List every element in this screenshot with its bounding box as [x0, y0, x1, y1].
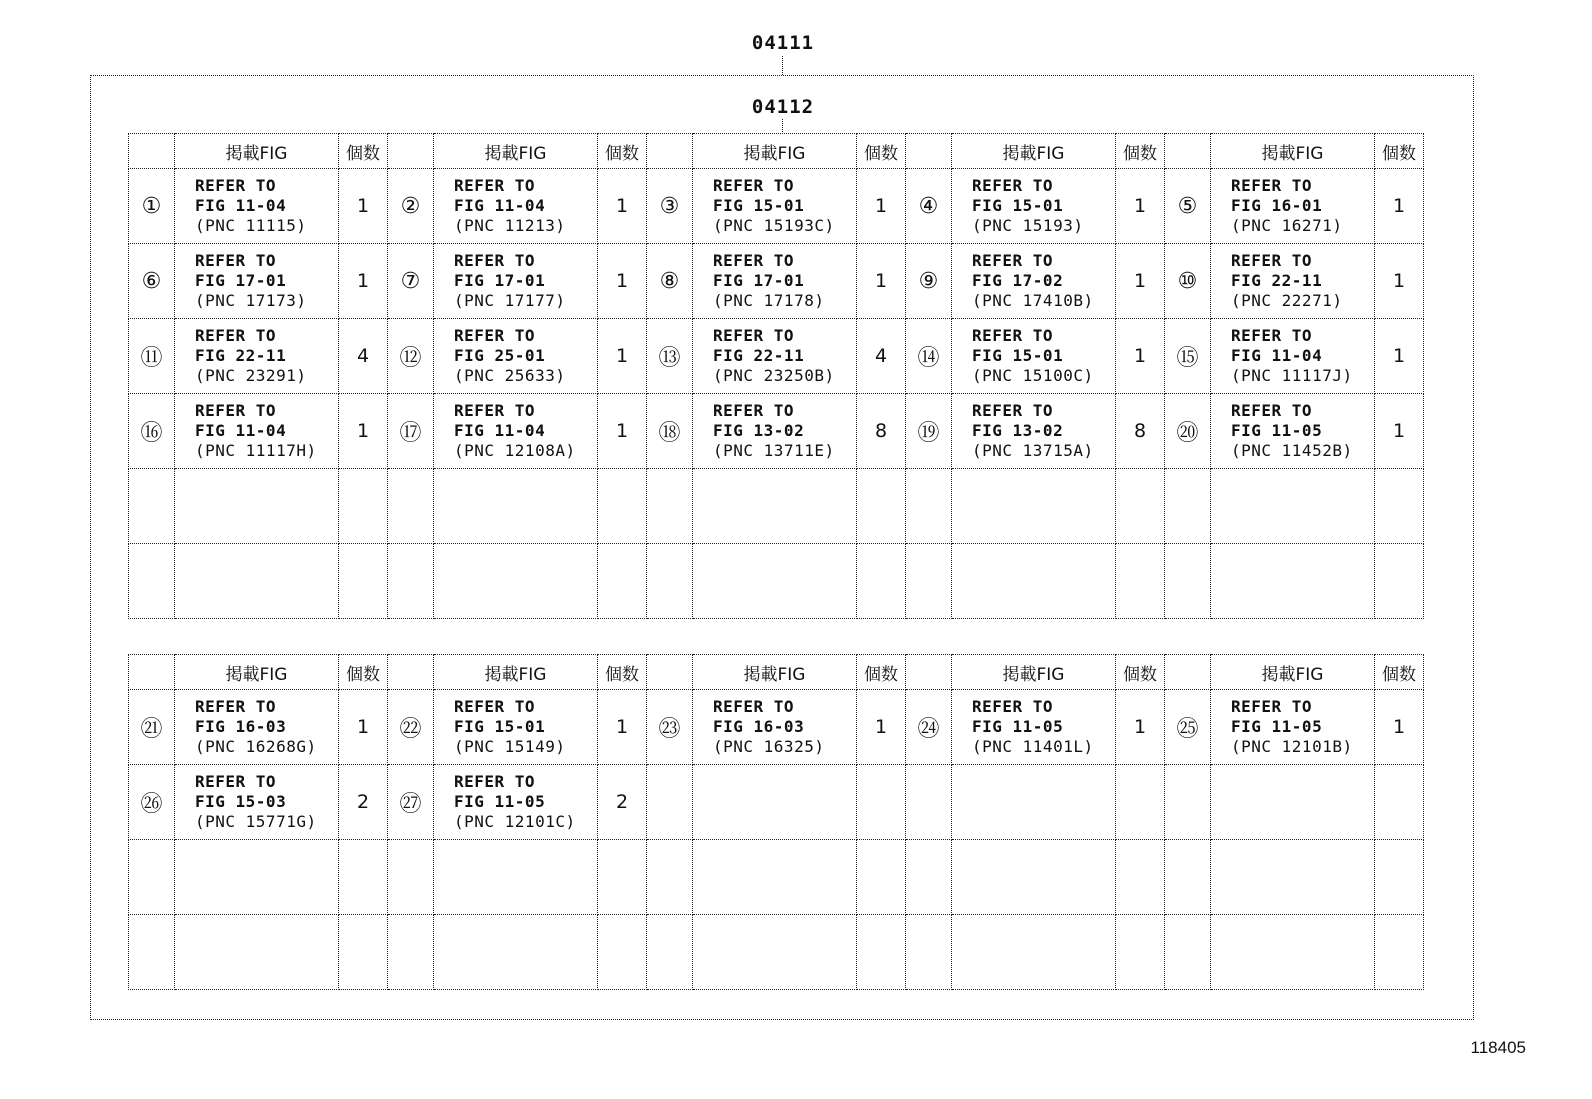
- fig-reference-cell: [1211, 244, 1375, 319]
- refer-to-label: REFER TO: [713, 326, 795, 345]
- pnc-number: (PNC 17177): [454, 291, 566, 310]
- table-header-row: [129, 134, 1424, 169]
- quantity: 2: [598, 765, 647, 840]
- quantity: [598, 915, 647, 990]
- quantity: 8: [1116, 394, 1165, 469]
- table-row: [129, 544, 1424, 619]
- assembly-number-outer: 04111: [751, 32, 815, 54]
- fig-number: FIG 11-04: [195, 421, 287, 440]
- quantity: 1: [598, 690, 647, 765]
- header-fig: 掲載FIG: [1211, 134, 1375, 169]
- fig-reference-cell: [175, 244, 339, 319]
- fig-reference-cell: [693, 544, 857, 619]
- header-fig: 掲載FIG: [693, 134, 857, 169]
- refer-to-label: REFER TO: [454, 772, 536, 791]
- item-number: [906, 544, 952, 619]
- fig-number: FIG 13-02: [972, 421, 1064, 440]
- header-blank-cell: [1165, 134, 1211, 169]
- item-number: ①: [129, 169, 175, 244]
- item-number: [1165, 840, 1211, 915]
- fig-reference-cell: [693, 915, 857, 990]
- pnc-number: (PNC 25633): [454, 366, 566, 385]
- fig-reference-cell: [434, 244, 598, 319]
- quantity: 1: [1375, 169, 1424, 244]
- item-number: [129, 469, 175, 544]
- pnc-number: (PNC 15149): [454, 737, 566, 756]
- header-qty: 個数: [857, 134, 906, 169]
- fig-number: FIG 15-01: [454, 717, 546, 736]
- refer-to-label: REFER TO: [454, 251, 536, 270]
- fig-reference-cell: [1211, 840, 1375, 915]
- fig-number: FIG 11-05: [454, 792, 546, 811]
- leader-line-outer: [782, 56, 783, 75]
- item-number: [129, 544, 175, 619]
- quantity: 1: [1116, 319, 1165, 394]
- fig-number: FIG 16-03: [713, 717, 805, 736]
- quantity: [598, 469, 647, 544]
- item-number: [1165, 544, 1211, 619]
- header-qty: 個数: [1375, 655, 1424, 690]
- table-header-row: [129, 655, 1424, 690]
- fig-reference-cell: [434, 394, 598, 469]
- fig-number: FIG 22-11: [1231, 271, 1323, 290]
- fig-number: FIG 13-02: [713, 421, 805, 440]
- item-number: ⑨: [906, 244, 952, 319]
- fig-number: FIG 17-01: [195, 271, 287, 290]
- pnc-number: (PNC 15193): [972, 216, 1084, 235]
- item-number: ⑥: [129, 244, 175, 319]
- fig-reference-cell: [1211, 915, 1375, 990]
- refer-to-label: REFER TO: [972, 697, 1054, 716]
- table-row: [129, 690, 1424, 765]
- quantity: 1: [598, 169, 647, 244]
- pnc-number: (PNC 11213): [454, 216, 566, 235]
- fig-number: FIG 11-04: [454, 196, 546, 215]
- quantity: 1: [857, 690, 906, 765]
- fig-number: FIG 11-05: [972, 717, 1064, 736]
- fig-reference-cell: [175, 169, 339, 244]
- pnc-number: (PNC 17410B): [972, 291, 1094, 310]
- fig-reference-cell: [952, 394, 1116, 469]
- header-blank-cell: [647, 655, 693, 690]
- item-number: ⑬: [647, 319, 693, 394]
- header-blank-cell: [129, 134, 175, 169]
- pnc-number: (PNC 12108A): [454, 441, 576, 460]
- item-number: ⑩: [1165, 244, 1211, 319]
- fig-reference-cell: [693, 765, 857, 840]
- quantity: 1: [1116, 244, 1165, 319]
- quantity: 1: [598, 319, 647, 394]
- refer-to-label: REFER TO: [195, 326, 277, 345]
- fig-reference-cell: [1211, 690, 1375, 765]
- fig-reference-cell: [1211, 544, 1375, 619]
- fig-reference-cell: [693, 394, 857, 469]
- fig-reference-cell: [1211, 469, 1375, 544]
- quantity: [1375, 765, 1424, 840]
- refer-to-label: REFER TO: [1231, 176, 1313, 195]
- quantity: [339, 840, 388, 915]
- item-number: [388, 915, 434, 990]
- fig-reference-cell: [175, 840, 339, 915]
- item-number: ㉗: [388, 765, 434, 840]
- refer-to-label: REFER TO: [195, 772, 277, 791]
- refer-to-label: REFER TO: [454, 697, 536, 716]
- leader-line-inner: [782, 119, 783, 134]
- quantity: [1375, 915, 1424, 990]
- fig-number: FIG 15-03: [195, 792, 287, 811]
- fig-reference-cell: [952, 319, 1116, 394]
- item-number: [388, 469, 434, 544]
- item-number: ⑱: [647, 394, 693, 469]
- item-number: [388, 840, 434, 915]
- header-blank-cell: [647, 134, 693, 169]
- fig-reference-cell: [952, 915, 1116, 990]
- header-fig: 掲載FIG: [175, 655, 339, 690]
- header-fig: 掲載FIG: [175, 134, 339, 169]
- header-qty: 個数: [1375, 134, 1424, 169]
- refer-to-label: REFER TO: [195, 697, 277, 716]
- item-number: ②: [388, 169, 434, 244]
- header-fig: 掲載FIG: [952, 134, 1116, 169]
- table-row: [129, 469, 1424, 544]
- pnc-number: (PNC 12101B): [1231, 737, 1353, 756]
- pnc-number: (PNC 11117J): [1231, 366, 1353, 385]
- item-number: [647, 469, 693, 544]
- item-number: [647, 915, 693, 990]
- quantity: [857, 840, 906, 915]
- quantity: [857, 765, 906, 840]
- fig-reference-cell: [693, 469, 857, 544]
- refer-to-label: REFER TO: [1231, 697, 1313, 716]
- pnc-number: (PNC 11115): [195, 216, 307, 235]
- fig-reference-cell: [952, 244, 1116, 319]
- pnc-number: (PNC 11117H): [195, 441, 317, 460]
- quantity: 1: [1116, 169, 1165, 244]
- quantity: [1116, 915, 1165, 990]
- refer-to-label: REFER TO: [972, 326, 1054, 345]
- refer-to-label: REFER TO: [1231, 326, 1313, 345]
- fig-reference-cell: [175, 319, 339, 394]
- quantity: 1: [1375, 394, 1424, 469]
- quantity: [598, 840, 647, 915]
- parts-reference-table-2: [128, 654, 1424, 990]
- pnc-number: (PNC 13711E): [713, 441, 835, 460]
- header-blank-cell: [906, 655, 952, 690]
- quantity: [598, 544, 647, 619]
- fig-reference-cell: [175, 765, 339, 840]
- item-number: ㉓: [647, 690, 693, 765]
- quantity: 1: [1375, 244, 1424, 319]
- header-fig: 掲載FIG: [952, 655, 1116, 690]
- fig-reference-cell: [693, 244, 857, 319]
- fig-number: FIG 15-01: [713, 196, 805, 215]
- header-qty: 個数: [339, 134, 388, 169]
- table-row: [129, 319, 1424, 394]
- parts-reference-table-1: [128, 133, 1424, 619]
- fig-reference-cell: [1211, 169, 1375, 244]
- header-blank-cell: [1165, 655, 1211, 690]
- pnc-number: (PNC 17178): [713, 291, 825, 310]
- table-row: [129, 765, 1424, 840]
- item-number: [647, 544, 693, 619]
- fig-reference-cell: [952, 169, 1116, 244]
- header-fig: 掲載FIG: [434, 655, 598, 690]
- pnc-number: (PNC 23250B): [713, 366, 835, 385]
- pnc-number: (PNC 11452B): [1231, 441, 1353, 460]
- quantity: [1116, 840, 1165, 915]
- item-number: ③: [647, 169, 693, 244]
- fig-number: FIG 11-05: [1231, 421, 1323, 440]
- catalog-number: 118405: [1470, 1038, 1526, 1057]
- fig-number: FIG 11-05: [1231, 717, 1323, 736]
- refer-to-label: REFER TO: [713, 697, 795, 716]
- fig-reference-cell: [1211, 394, 1375, 469]
- header-blank-cell: [906, 134, 952, 169]
- item-number: [1165, 765, 1211, 840]
- fig-reference-cell: [434, 469, 598, 544]
- fig-reference-cell: [175, 544, 339, 619]
- item-number: ㉕: [1165, 690, 1211, 765]
- fig-reference-cell: [952, 840, 1116, 915]
- fig-reference-cell: [1211, 319, 1375, 394]
- header-fig: 掲載FIG: [1211, 655, 1375, 690]
- refer-to-label: REFER TO: [713, 251, 795, 270]
- item-number: ㉒: [388, 690, 434, 765]
- fig-number: FIG 11-04: [1231, 346, 1323, 365]
- quantity: 8: [857, 394, 906, 469]
- item-number: [647, 840, 693, 915]
- quantity: 1: [598, 394, 647, 469]
- pnc-number: (PNC 13715A): [972, 441, 1094, 460]
- refer-to-label: REFER TO: [713, 401, 795, 420]
- item-number: ㉔: [906, 690, 952, 765]
- pnc-number: (PNC 16325): [713, 737, 825, 756]
- quantity: 1: [857, 244, 906, 319]
- fig-reference-cell: [434, 319, 598, 394]
- pnc-number: (PNC 12101C): [454, 812, 576, 831]
- item-number: ㉖: [129, 765, 175, 840]
- quantity: [339, 544, 388, 619]
- quantity: [857, 915, 906, 990]
- quantity: 1: [857, 169, 906, 244]
- fig-reference-cell: [175, 690, 339, 765]
- pnc-number: (PNC 23291): [195, 366, 307, 385]
- table-row: [129, 169, 1424, 244]
- refer-to-label: REFER TO: [454, 401, 536, 420]
- item-number: [647, 765, 693, 840]
- quantity: 1: [1375, 690, 1424, 765]
- header-qty: 個数: [857, 655, 906, 690]
- item-number: ⑳: [1165, 394, 1211, 469]
- assembly-number-inner: 04112: [751, 96, 815, 118]
- table-row: [129, 244, 1424, 319]
- fig-number: FIG 11-04: [195, 196, 287, 215]
- fig-number: FIG 15-01: [972, 196, 1064, 215]
- pnc-number: (PNC 16268G): [195, 737, 317, 756]
- fig-reference-cell: [1211, 765, 1375, 840]
- fig-number: FIG 17-01: [713, 271, 805, 290]
- fig-reference-cell: [693, 690, 857, 765]
- fig-reference-cell: [434, 915, 598, 990]
- quantity: [1375, 544, 1424, 619]
- fig-number: FIG 17-02: [972, 271, 1064, 290]
- item-number: [906, 765, 952, 840]
- quantity: 1: [598, 244, 647, 319]
- quantity: [339, 915, 388, 990]
- fig-reference-cell: [693, 169, 857, 244]
- quantity: [1116, 765, 1165, 840]
- pnc-number: (PNC 15100C): [972, 366, 1094, 385]
- refer-to-label: REFER TO: [1231, 251, 1313, 270]
- refer-to-label: REFER TO: [195, 251, 277, 270]
- fig-number: FIG 25-01: [454, 346, 546, 365]
- pnc-number: (PNC 17173): [195, 291, 307, 310]
- item-number: ⑪: [129, 319, 175, 394]
- pnc-number: (PNC 11401L): [972, 737, 1094, 756]
- fig-reference-cell: [175, 915, 339, 990]
- pnc-number: (PNC 22271): [1231, 291, 1343, 310]
- header-qty: 個数: [598, 134, 647, 169]
- pnc-number: (PNC 15193C): [713, 216, 835, 235]
- quantity: [339, 469, 388, 544]
- fig-reference-cell: [434, 690, 598, 765]
- quantity: 1: [339, 690, 388, 765]
- item-number: ⑮: [1165, 319, 1211, 394]
- quantity: 1: [1375, 319, 1424, 394]
- quantity: 1: [1116, 690, 1165, 765]
- refer-to-label: REFER TO: [972, 176, 1054, 195]
- table-row: [129, 394, 1424, 469]
- pnc-number: (PNC 15771G): [195, 812, 317, 831]
- header-fig: 掲載FIG: [434, 134, 598, 169]
- fig-reference-cell: [175, 469, 339, 544]
- refer-to-label: REFER TO: [713, 176, 795, 195]
- quantity: [1375, 840, 1424, 915]
- fig-reference-cell: [434, 765, 598, 840]
- item-number: [906, 840, 952, 915]
- quantity: 4: [339, 319, 388, 394]
- quantity: 1: [339, 169, 388, 244]
- fig-reference-cell: [434, 840, 598, 915]
- fig-reference-cell: [952, 469, 1116, 544]
- table-row: [129, 915, 1424, 990]
- fig-reference-cell: [952, 690, 1116, 765]
- quantity: 1: [339, 244, 388, 319]
- header-fig: 掲載FIG: [693, 655, 857, 690]
- item-number: [906, 469, 952, 544]
- item-number: ⑫: [388, 319, 434, 394]
- header-blank-cell: [129, 655, 175, 690]
- refer-to-label: REFER TO: [972, 251, 1054, 270]
- fig-number: FIG 16-01: [1231, 196, 1323, 215]
- fig-number: FIG 15-01: [972, 346, 1064, 365]
- item-number: [388, 544, 434, 619]
- fig-number: FIG 22-11: [713, 346, 805, 365]
- quantity: 4: [857, 319, 906, 394]
- item-number: [1165, 915, 1211, 990]
- header-qty: 個数: [598, 655, 647, 690]
- item-number: [129, 840, 175, 915]
- item-number: [1165, 469, 1211, 544]
- refer-to-label: REFER TO: [972, 401, 1054, 420]
- pnc-number: (PNC 16271): [1231, 216, 1343, 235]
- header-qty: 個数: [1116, 655, 1165, 690]
- fig-reference-cell: [952, 544, 1116, 619]
- refer-to-label: REFER TO: [454, 326, 536, 345]
- item-number: ㉑: [129, 690, 175, 765]
- item-number: ④: [906, 169, 952, 244]
- item-number: ⑧: [647, 244, 693, 319]
- item-number: ⑭: [906, 319, 952, 394]
- header-blank-cell: [388, 655, 434, 690]
- fig-number: FIG 22-11: [195, 346, 287, 365]
- item-number: ⑦: [388, 244, 434, 319]
- fig-reference-cell: [175, 394, 339, 469]
- item-number: ⑰: [388, 394, 434, 469]
- header-qty: 個数: [339, 655, 388, 690]
- fig-reference-cell: [693, 319, 857, 394]
- quantity: 1: [339, 394, 388, 469]
- refer-to-label: REFER TO: [454, 176, 536, 195]
- item-number: ⑲: [906, 394, 952, 469]
- item-number: [906, 915, 952, 990]
- quantity: 2: [339, 765, 388, 840]
- item-number: ⑤: [1165, 169, 1211, 244]
- quantity: [857, 469, 906, 544]
- quantity: [1375, 469, 1424, 544]
- refer-to-label: REFER TO: [1231, 401, 1313, 420]
- fig-number: FIG 11-04: [454, 421, 546, 440]
- fig-reference-cell: [693, 840, 857, 915]
- table-row: [129, 840, 1424, 915]
- header-blank-cell: [388, 134, 434, 169]
- refer-to-label: REFER TO: [195, 176, 277, 195]
- fig-number: FIG 17-01: [454, 271, 546, 290]
- fig-reference-cell: [434, 544, 598, 619]
- item-number: ⑯: [129, 394, 175, 469]
- fig-reference-cell: [434, 169, 598, 244]
- quantity: [857, 544, 906, 619]
- quantity: [1116, 544, 1165, 619]
- fig-number: FIG 16-03: [195, 717, 287, 736]
- refer-to-label: REFER TO: [195, 401, 277, 420]
- header-qty: 個数: [1116, 134, 1165, 169]
- quantity: [1116, 469, 1165, 544]
- item-number: [129, 915, 175, 990]
- fig-reference-cell: [952, 765, 1116, 840]
